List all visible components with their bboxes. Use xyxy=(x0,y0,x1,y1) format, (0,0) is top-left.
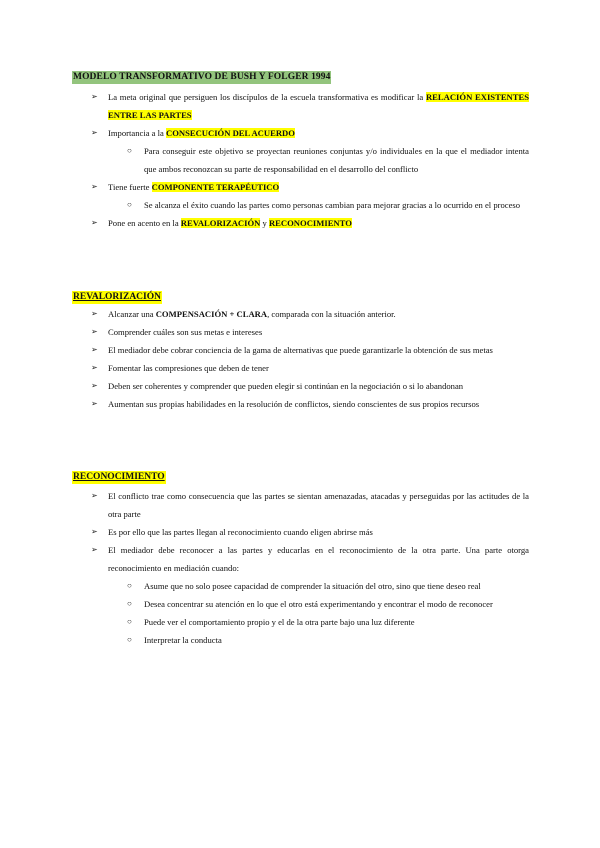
arrow-bullet-icon: ➢ xyxy=(91,128,98,137)
item-text: Aumentan sus propias habilidades en la resolución de conflictos, siendo conscientes de sus propios recursos xyxy=(108,399,480,409)
document-title: MODELO TRANSFORMATIVO DE BUSH Y FOLGER 1994 xyxy=(73,72,331,82)
circle-bullet-icon: ○ xyxy=(127,635,132,644)
list-item xyxy=(91,124,529,142)
arrow-bullet-icon: ➢ xyxy=(91,182,98,191)
highlighted-text: CONSECUCIÓN DEL ACUERDO xyxy=(165,128,295,138)
item-text: La meta original que persiguen los discípulos de la escuela transformativa es modificar la xyxy=(108,92,426,102)
list-item xyxy=(91,323,529,341)
sub-list-item xyxy=(91,631,529,649)
item-text: y xyxy=(260,218,269,228)
arrow-bullet-icon: ➢ xyxy=(91,363,98,372)
list-item xyxy=(91,377,529,395)
highlighted-text: RELACIÓN EXISTENTES ENTRE LAS PARTES xyxy=(108,92,529,120)
section-heading-reconocimiento: RECONOCIMIENTO xyxy=(73,472,165,482)
item-text: Alcanzar una xyxy=(108,309,156,319)
arrow-bullet-icon: ➢ xyxy=(91,309,98,318)
section-heading-revalorizacion: REVALORIZACIÓN xyxy=(73,292,161,302)
item-text: Importancia a la xyxy=(108,128,166,138)
bold-text: COMPENSACIÓN + CLARA xyxy=(155,309,268,319)
arrow-bullet-icon: ➢ xyxy=(91,381,98,390)
list-item xyxy=(91,178,529,196)
item-text: Puede ver el comportamiento propio y el de la otra parte bajo una luz diferente xyxy=(144,617,415,627)
intro-list xyxy=(91,88,529,232)
list-item xyxy=(91,305,529,323)
list-item xyxy=(91,541,529,577)
sub-list-item xyxy=(91,613,529,631)
list-item xyxy=(91,341,529,359)
item-text: Comprender cuáles son sus metas e intereses xyxy=(108,327,263,337)
list-item xyxy=(91,359,529,377)
circle-bullet-icon: ○ xyxy=(127,599,132,608)
arrow-bullet-icon: ➢ xyxy=(91,92,98,101)
item-text: Pone en acento en la xyxy=(108,218,181,228)
reconocimiento-list xyxy=(91,487,529,649)
item-text: Desea concentrar su atención en lo que el otro está experimentando y encontrar el modo de reconocer xyxy=(144,599,493,609)
arrow-bullet-icon: ➢ xyxy=(91,327,98,336)
item-text: El mediador debe reconocer a las partes y educarlas en el reconocimiento de la otra parte. Una parte otorga reconocimiento en mediación cuando: xyxy=(108,545,529,573)
list-item xyxy=(91,88,529,124)
arrow-bullet-icon: ➢ xyxy=(91,345,98,354)
revalorizacion-list xyxy=(91,305,529,413)
item-text: El mediador debe cobrar conciencia de la gama de alternativas que puede garantizarle la obtención de sus metas xyxy=(108,345,493,355)
item-text: , comparada con la situación anterior. xyxy=(267,309,396,319)
list-item xyxy=(91,395,529,413)
sub-list-item xyxy=(91,142,529,178)
list-item xyxy=(91,487,529,523)
circle-bullet-icon: ○ xyxy=(127,146,132,155)
circle-bullet-icon: ○ xyxy=(127,200,132,209)
item-text: Es por ello que las partes llegan al reconocimiento cuando eligen abrirse más xyxy=(108,527,373,537)
sub-list-item xyxy=(91,196,529,214)
item-text: El conflicto trae como consecuencia que las partes se sientan amenazadas, atacadas y perseguidas por las actitudes de la otra parte xyxy=(108,491,529,519)
list-item xyxy=(91,523,529,541)
item-text: Se alcanza el éxito cuando las partes como personas cambian para mejorar gracias a lo ocurrido en el proceso xyxy=(144,200,521,210)
arrow-bullet-icon: ➢ xyxy=(91,399,98,408)
item-text: Interpretar la conducta xyxy=(144,635,222,645)
arrow-bullet-icon: ➢ xyxy=(91,491,98,500)
item-text: Fomentar las compresiones que deben de tener xyxy=(108,363,269,373)
circle-bullet-icon: ○ xyxy=(127,617,132,626)
item-text: Para conseguir este objetivo se proyectan reuniones conjuntas y/o individuales en la que el mediador intenta que ambos reconozcan su parte de responsabilidad en el desarrollo del conflicto xyxy=(144,146,529,174)
highlighted-text: REVALORIZACIÓN xyxy=(180,218,261,228)
sub-list-item xyxy=(91,577,529,595)
circle-bullet-icon: ○ xyxy=(127,581,132,590)
item-text: Asume que no solo posee capacidad de comprender la situación del otro, sino que tiene deseo real xyxy=(144,581,481,591)
arrow-bullet-icon: ➢ xyxy=(91,218,98,227)
list-item xyxy=(91,214,529,232)
arrow-bullet-icon: ➢ xyxy=(91,545,98,554)
highlighted-text: RECONOCIMIENTO xyxy=(268,218,352,228)
sub-list-item xyxy=(91,595,529,613)
highlighted-text: COMPONENTE TERAPÉUTICO xyxy=(151,182,280,192)
arrow-bullet-icon: ➢ xyxy=(91,527,98,536)
item-text: Tiene fuerte xyxy=(108,182,152,192)
item-text: Deben ser coherentes y comprender que pueden elegir si continúan en la negociación o si lo abandonan xyxy=(108,381,464,391)
